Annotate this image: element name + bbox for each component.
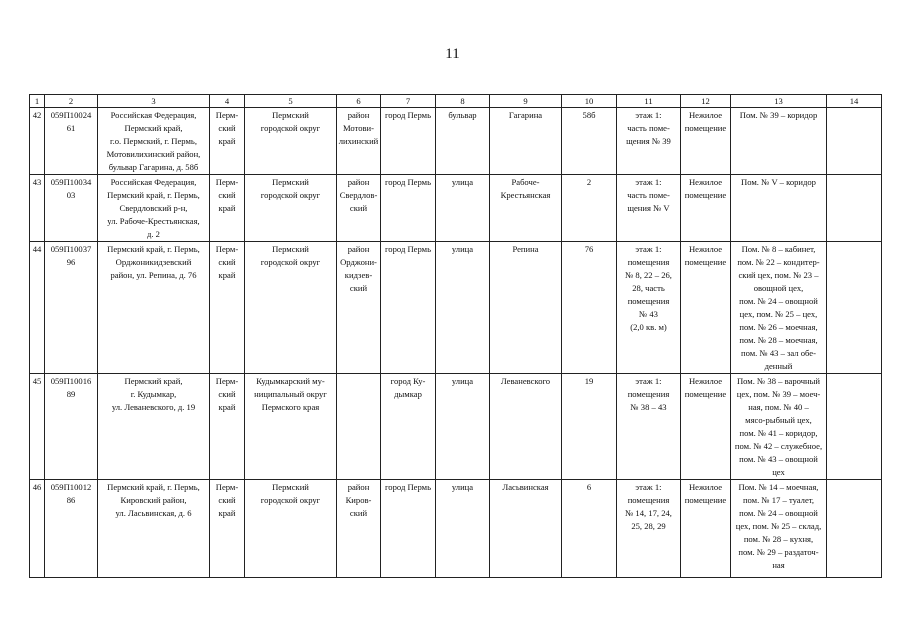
house-number-line: 58б	[582, 110, 596, 120]
cadastral-code-cell	[45, 374, 98, 480]
header-cell: 10	[562, 95, 617, 108]
city-cell	[381, 480, 436, 578]
premise-location-line: щения № 39	[626, 136, 671, 146]
address-cell	[98, 242, 210, 374]
city-line: город Ку-	[390, 376, 426, 386]
district-line: ский	[349, 508, 368, 518]
row-number-cell: 42	[30, 108, 45, 175]
address-line: бульвар Гагарина, д. 58б	[108, 162, 199, 172]
street-type-line: улица	[451, 376, 474, 386]
district-line: Свердлов-	[339, 190, 378, 200]
municipality-cell	[245, 374, 337, 480]
premise-location-line: этаж 1:	[635, 244, 662, 254]
premise-location-line: часть поме-	[627, 190, 670, 200]
table-row	[30, 175, 882, 242]
header-cell: 2	[45, 95, 98, 108]
header-cell: 5	[245, 95, 337, 108]
rooms-list-line: цех, пом. № 25 – склад,	[735, 521, 822, 531]
rooms-list-cell	[731, 480, 827, 578]
address-cell	[98, 374, 210, 480]
region-cell	[210, 374, 245, 480]
rooms-list-line: Пом. № 39 – коридор	[739, 110, 818, 120]
street-name-cell	[490, 374, 562, 480]
address-line: ул. Ласьвинская, д. 6	[115, 508, 192, 518]
premise-location-line: № 38 – 43	[630, 402, 667, 412]
rooms-list-line: пом. № 43 – овощной	[739, 454, 818, 464]
region-line: край	[218, 508, 236, 518]
house-number-cell	[562, 374, 617, 480]
premise-location-line: помещения	[627, 495, 670, 505]
address-line: Мотовилихинский район,	[106, 149, 201, 159]
cadastral-code-cell	[45, 175, 98, 242]
street-type-cell	[436, 175, 490, 242]
note-cell	[827, 374, 882, 480]
region-line: ский	[218, 257, 236, 267]
header-cell: 8	[436, 95, 490, 108]
municipality-cell	[245, 108, 337, 175]
rooms-list-line: пом. № 22 – кондитер-	[737, 257, 820, 267]
street-type-line: улица	[451, 244, 474, 254]
street-name-cell	[490, 175, 562, 242]
address-line: Орджоникидзевский	[115, 257, 192, 267]
region-line: ский	[218, 190, 236, 200]
cadastral-code-line: 96	[66, 257, 76, 267]
rooms-list-cell	[731, 175, 827, 242]
cadastral-code-line: 059П10012	[50, 482, 92, 492]
rooms-list-line: овощной цех,	[753, 283, 804, 293]
header-cell: 3	[98, 95, 210, 108]
address-cell	[98, 480, 210, 578]
rooms-list-line: пом. № 26 – моечная,	[739, 322, 818, 332]
premise-location-line: часть поме-	[627, 123, 670, 133]
row-number-cell: 46	[30, 480, 45, 578]
rooms-list-line: ная	[772, 560, 785, 570]
municipality-line: городской округ	[260, 257, 321, 267]
cadastral-code-line: 86	[66, 495, 76, 505]
registry-table	[29, 94, 882, 578]
address-line: г.о. Пермский, г. Пермь,	[110, 136, 197, 146]
premise-location-line: 25, 28, 29	[631, 521, 666, 531]
header-cell: 13	[731, 95, 827, 108]
house-number-line: 2	[586, 177, 592, 187]
street-type-cell	[436, 374, 490, 480]
municipality-line: городской округ	[260, 123, 321, 133]
row-number-cell: 43	[30, 175, 45, 242]
region-line: край	[218, 136, 236, 146]
table-row	[30, 242, 882, 374]
header-cell: 1	[30, 95, 45, 108]
district-line: Орджони-	[340, 257, 377, 267]
header-cell: 4	[210, 95, 245, 108]
rooms-list-line: пом. № 17 – туалет,	[742, 495, 815, 505]
address-line: Российская Федерация,	[110, 177, 197, 187]
city-cell	[381, 374, 436, 480]
address-line: д. 2	[147, 229, 160, 239]
cadastral-code-line: 61	[66, 123, 76, 133]
note-cell	[827, 242, 882, 374]
address-line: Пермский край,	[124, 123, 183, 133]
street-name-cell	[490, 108, 562, 175]
municipality-line: Пермский	[272, 110, 309, 120]
address-line: Пермский край, г. Пермь,	[107, 482, 200, 492]
rooms-list-cell	[731, 242, 827, 374]
district-line: ский	[349, 203, 368, 213]
street-name-line: Леваневского	[500, 376, 551, 386]
district-line: лихинский	[338, 136, 379, 146]
city-line: город Пермь	[384, 244, 432, 254]
region-cell	[210, 108, 245, 175]
premise-type-cell	[681, 175, 731, 242]
rooms-list-line: цех, пом. № 25 – цех,	[739, 309, 818, 319]
premise-location-cell	[617, 242, 681, 374]
street-name-cell	[490, 480, 562, 578]
header-cell: 9	[490, 95, 562, 108]
house-number-line: 76	[584, 244, 594, 254]
rooms-list-line: ная, пом. № 40 –	[748, 402, 809, 412]
premise-type-line: Нежилое	[688, 177, 723, 187]
district-cell	[337, 480, 381, 578]
premise-type-line: помещение	[684, 190, 727, 200]
municipality-line: Пермский	[272, 177, 309, 187]
row-number-cell: 44	[30, 242, 45, 374]
city-line: дымкар	[394, 389, 422, 399]
municipality-line: Кудымкарский му-	[256, 376, 325, 386]
cadastral-code-cell	[45, 242, 98, 374]
address-line: район, ул. Репина, д. 76	[110, 270, 197, 280]
cadastral-code-line: 059П10024	[50, 110, 92, 120]
district-cell	[337, 108, 381, 175]
municipality-line: Пермского края	[261, 402, 320, 412]
municipality-line: Пермский	[272, 244, 309, 254]
region-line: Перм-	[215, 110, 239, 120]
cadastral-code-cell	[45, 480, 98, 578]
street-type-line: улица	[451, 482, 474, 492]
region-line: край	[218, 402, 236, 412]
premise-type-cell	[681, 374, 731, 480]
rooms-list-line: цех	[772, 467, 785, 477]
city-line: город Пермь	[384, 110, 432, 120]
address-cell	[98, 175, 210, 242]
region-line: Перм-	[215, 177, 239, 187]
premise-location-cell	[617, 480, 681, 578]
rooms-list-line: мясо-рыбный цех,	[745, 415, 812, 425]
city-line: город Пермь	[384, 177, 432, 187]
header-cell: 12	[681, 95, 731, 108]
premise-type-cell	[681, 108, 731, 175]
street-type-line: бульвар	[448, 110, 477, 120]
premise-location-line: этаж 1:	[635, 482, 662, 492]
rooms-list-line: пом. № 28 – кухня,	[743, 534, 814, 544]
address-cell	[98, 108, 210, 175]
region-line: ский	[218, 389, 236, 399]
header-cell: 14	[827, 95, 882, 108]
rooms-list-line: пом. № 41 – коридор,	[739, 428, 818, 438]
house-number-cell	[562, 108, 617, 175]
row-number-cell: 45	[30, 374, 45, 480]
premise-type-cell	[681, 480, 731, 578]
rooms-list-line: денный	[764, 361, 793, 371]
note-cell	[827, 108, 882, 175]
header-cell: 11	[617, 95, 681, 108]
city-line: город Пермь	[384, 482, 432, 492]
premise-location-line: помещения	[627, 257, 670, 267]
municipality-cell	[245, 480, 337, 578]
street-type-line: улица	[451, 177, 474, 187]
street-type-cell	[436, 108, 490, 175]
district-line: район	[347, 482, 370, 492]
street-type-cell	[436, 480, 490, 578]
page-number: 11	[445, 46, 460, 62]
rooms-list-cell	[731, 374, 827, 480]
district-line: кидзев-	[344, 270, 373, 280]
premise-location-line: № 8, 22 – 26,	[625, 270, 672, 280]
district-cell	[337, 374, 381, 480]
header-cell: 7	[381, 95, 436, 108]
premise-location-cell	[617, 108, 681, 175]
rooms-list-line: пом. № 24 – овощной	[739, 296, 818, 306]
address-line: Пермский край, г. Пермь,	[107, 244, 200, 254]
municipality-line: городской округ	[260, 190, 321, 200]
region-cell	[210, 175, 245, 242]
address-line: Пермский край,	[124, 376, 183, 386]
premise-type-line: Нежилое	[688, 110, 723, 120]
rooms-list-line: Пом. № V – коридор	[741, 177, 816, 187]
premise-location-line: (2,0 кв. м)	[630, 322, 667, 332]
address-line: г. Кудымкар,	[130, 389, 177, 399]
street-name-line: Ласьвинская	[502, 482, 549, 492]
premise-location-line: помещения	[627, 296, 670, 306]
premise-location-line: щения № V	[627, 203, 670, 213]
premise-location-line: этаж 1:	[635, 177, 662, 187]
premise-type-line: Нежилое	[688, 376, 723, 386]
premise-type-line: помещение	[684, 389, 727, 399]
municipality-line: ниципальный округ	[254, 389, 327, 399]
cadastral-code-line: 059П10016	[50, 376, 92, 386]
street-name-line: Рабоче-	[511, 177, 540, 187]
rooms-list-cell	[731, 108, 827, 175]
rooms-list-line: цех, пом. № 39 – моеч-	[736, 389, 821, 399]
premise-location-line: этаж 1:	[635, 110, 662, 120]
house-number-line: 19	[584, 376, 594, 386]
municipality-cell	[245, 242, 337, 374]
rooms-list-line: пом. № 29 – раздаточ-	[738, 547, 819, 557]
house-number-cell	[562, 175, 617, 242]
district-line: район	[347, 110, 370, 120]
table-row	[30, 374, 882, 480]
premise-type-line: Нежилое	[688, 244, 723, 254]
premise-type-cell	[681, 242, 731, 374]
cadastral-code-line: 059П10034	[50, 177, 92, 187]
district-line: район	[347, 177, 370, 187]
premise-type-line: помещение	[684, 257, 727, 267]
city-cell	[381, 175, 436, 242]
rooms-list-line: пом. № 42 – служебное,	[734, 441, 823, 451]
premise-type-line: Нежилое	[688, 482, 723, 492]
rooms-list-line: Пом. № 8 – кабинет,	[741, 244, 816, 254]
house-number-cell	[562, 480, 617, 578]
premise-location-cell	[617, 374, 681, 480]
premise-location-line: № 14, 17, 24,	[625, 508, 672, 518]
district-line: Мотови-	[342, 123, 375, 133]
city-cell	[381, 108, 436, 175]
premise-location-line: № 43	[639, 309, 658, 319]
municipality-line: Пермский	[272, 482, 309, 492]
address-line: Российская Федерация,	[110, 110, 197, 120]
street-type-cell	[436, 242, 490, 374]
address-line: Свердловский р-н,	[119, 203, 188, 213]
rooms-list-line: Пом. № 14 – моечная,	[738, 482, 819, 492]
note-cell	[827, 480, 882, 578]
premise-type-line: помещение	[684, 123, 727, 133]
cadastral-code-line: 059П10037	[50, 244, 92, 254]
premise-location-cell	[617, 175, 681, 242]
cadastral-code-line: 03	[66, 190, 76, 200]
table-row	[30, 480, 882, 578]
region-line: Перм-	[215, 376, 239, 386]
region-line: ский	[218, 495, 236, 505]
rooms-list-line: пом. № 24 – овощной	[739, 508, 818, 518]
premise-location-line: этаж 1:	[635, 376, 662, 386]
district-line: ский	[349, 283, 368, 293]
address-line: Пермский край, г. Пермь,	[107, 190, 200, 200]
table-row	[30, 108, 882, 175]
region-line: Перм-	[215, 482, 239, 492]
premise-location-line: помещения	[627, 389, 670, 399]
district-cell	[337, 242, 381, 374]
header-row	[30, 95, 882, 108]
region-line: Перм-	[215, 244, 239, 254]
district-cell	[337, 175, 381, 242]
region-cell	[210, 242, 245, 374]
municipality-cell	[245, 175, 337, 242]
region-line: край	[218, 203, 236, 213]
rooms-list-line: пом. № 28 – моечная,	[739, 335, 818, 345]
cadastral-code-line: 89	[66, 389, 76, 399]
district-line: район	[347, 244, 370, 254]
street-name-line: Гагарина	[508, 110, 543, 120]
cadastral-code-cell	[45, 108, 98, 175]
note-cell	[827, 175, 882, 242]
region-line: край	[218, 270, 236, 280]
region-cell	[210, 480, 245, 578]
rooms-list-line: пом. № 43 – зал обе-	[741, 348, 816, 358]
header-cell: 6	[337, 95, 381, 108]
street-name-line: Крестьянская	[500, 190, 551, 200]
premise-type-line: помещение	[684, 495, 727, 505]
district-line: Киров-	[345, 495, 372, 505]
region-line: ский	[218, 123, 236, 133]
house-number-cell	[562, 242, 617, 374]
address-line: ул. Леваневского, д. 19	[111, 402, 196, 412]
municipality-line: городской округ	[260, 495, 321, 505]
street-name-cell	[490, 242, 562, 374]
house-number-line: 6	[586, 482, 592, 492]
premise-location-line: 28, часть	[632, 283, 665, 293]
street-name-line: Репина	[512, 244, 539, 254]
address-line: Кировский район,	[120, 495, 187, 505]
rooms-list-line: Пом. № 38 – варочный	[736, 376, 821, 386]
city-cell	[381, 242, 436, 374]
address-line: ул. Рабоче-Крестьянская,	[107, 216, 200, 226]
rooms-list-line: ский цех, пом. № 23 –	[738, 270, 819, 280]
